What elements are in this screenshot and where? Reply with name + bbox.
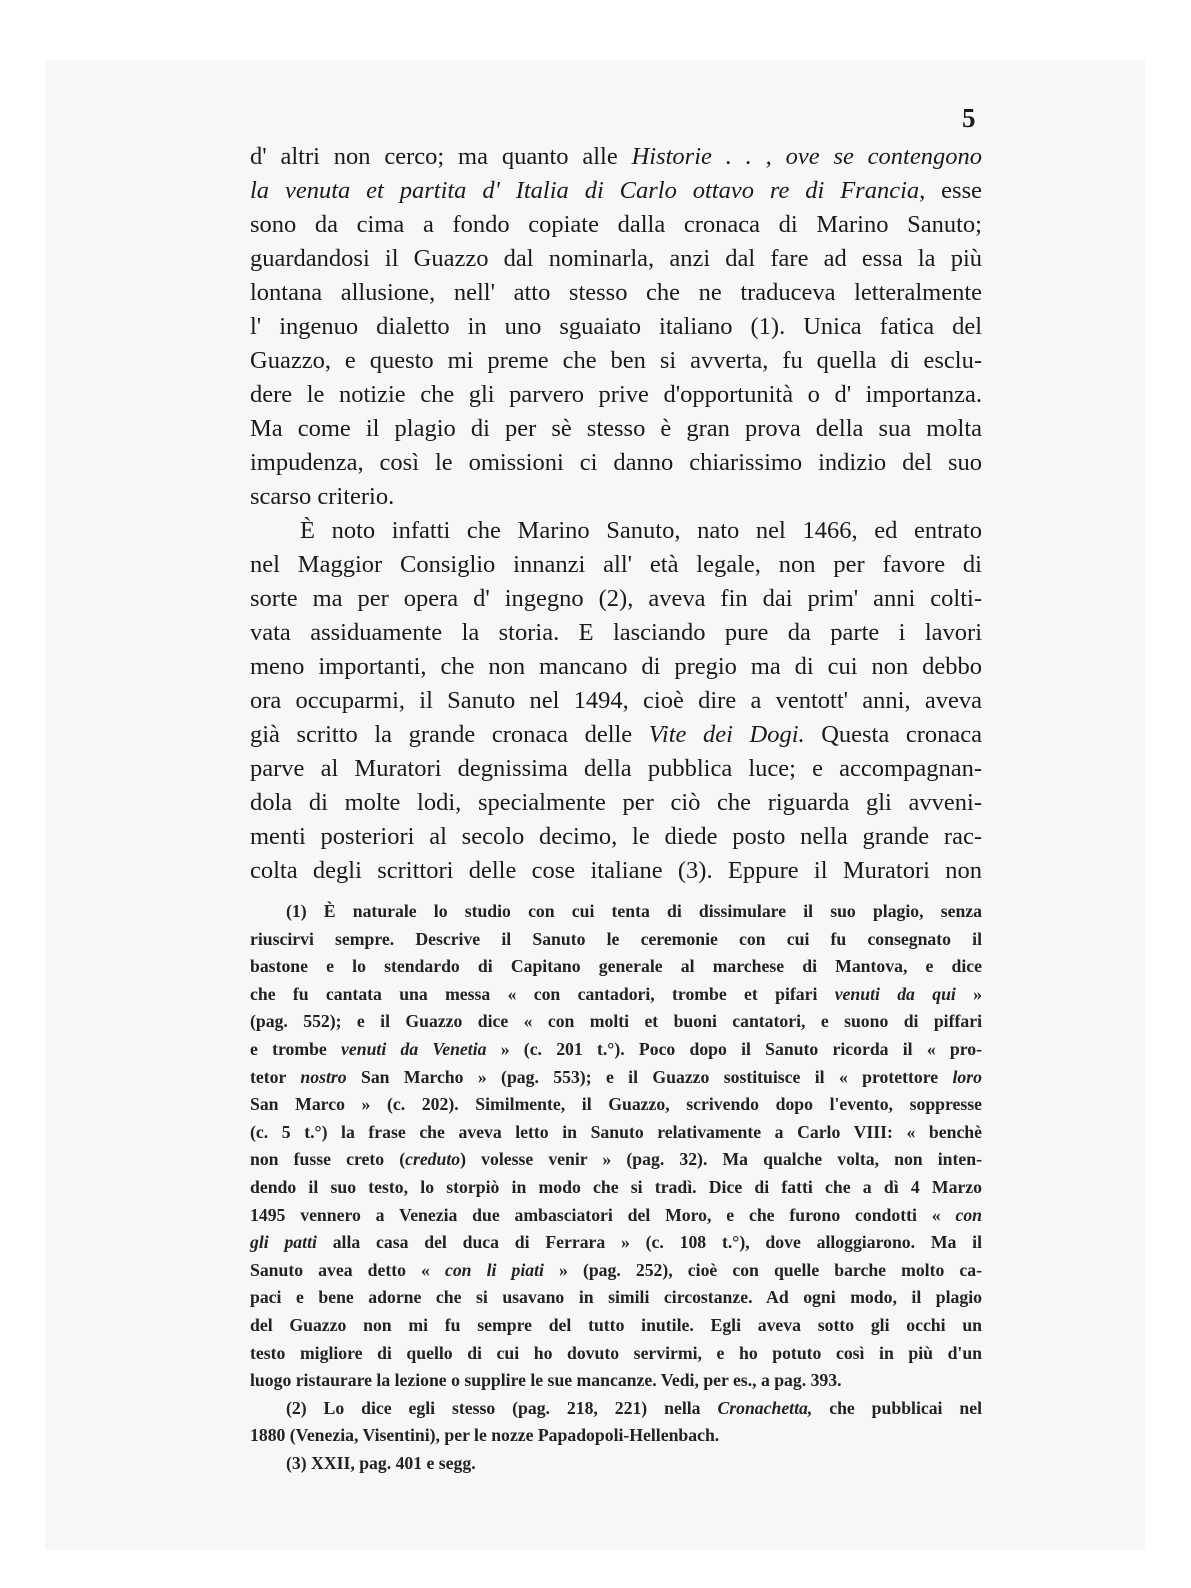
footnote-2 — [250, 1395, 982, 1450]
text-line: Guazzo, e questo mi preme che ben si avverta, fu quella di esclu- — [250, 347, 982, 374]
footnote-1 — [250, 898, 982, 1395]
text-line: lontana allusione, nell' atto stesso che ne traduceva letteralmente — [250, 279, 982, 306]
text-line: dere le notizie che gli parvero prive d'opportunità o d' importanza. — [250, 381, 982, 408]
footnote-line: tetor nostro San Marcho » (pag. 553); e il Guazzo sostituisce il « protettore loro — [250, 1066, 982, 1087]
text-line: sorte ma per opera d' ingegno (2), aveva fin dai prim' anni colti- — [250, 585, 982, 612]
text-line: menti posteriori al secolo decimo, le diede posto nella grande rac- — [250, 823, 982, 850]
text-line: meno importanti, che non mancano di pregio ma di cui non debbo — [250, 653, 982, 680]
text-line: parve al Muratori degnissima della pubblica luce; e accompagnan- — [250, 755, 982, 782]
text-line: È noto infatti che Marino Sanuto, nato nel 1466, ed entrato — [300, 517, 982, 544]
paragraph-1 — [250, 140, 982, 514]
footnote-line: e trombe venuti da Venetia » (c. 201 t.°). Poco dopo il Sanuto ricorda il « pro- — [250, 1038, 983, 1059]
footnote-line: Sanuto avea detto « con li piati » (pag. 252), cioè con quelle barche molto ca- — [250, 1259, 982, 1280]
text-line: guardandosi il Guazzo dal nominarla, anzi dal fare ad essa la più — [250, 245, 982, 272]
text-line: dola di molte lodi, specialmente per ciò che riguarda gli avveni- — [250, 789, 982, 816]
footnote-3 — [250, 1450, 982, 1478]
main-text — [250, 140, 982, 888]
text-line: scarso criterio. — [250, 483, 395, 510]
footnote-line: riuscirvi sempre. Descrive il Sanuto le ceremonie con cui fu consegnato il — [250, 928, 982, 949]
footnote-line: del Guazzo non mi fu sempre del tutto inutile. Egli aveva sotto gli occhi un — [250, 1314, 982, 1335]
text-line: impudenza, così le omissioni ci danno chiarissimo indizio del suo — [250, 449, 982, 476]
footnote-line: 1495 vennero a Venezia due ambasciatori del Moro, e che furono condotti « con — [250, 1204, 982, 1225]
footnote-line: bastone e lo stendardo di Capitano generale al marchese di Mantova, e dice — [250, 956, 982, 977]
page-number: 5 — [962, 103, 976, 133]
footnote-line: 1880 (Venezia, Visentini), per le nozze Papadopoli-Hellenbach. — [250, 1425, 720, 1446]
footnote-line: gli patti alla casa del duca di Ferrara » (c. 108 t.°), dove alloggiarono. Ma il — [250, 1232, 982, 1253]
footnote-line: (1) È naturale lo studio con cui tenta di dissimulare il suo plagio, senza — [286, 901, 982, 921]
footnote-line: paci e bene adorne che si usavano in simili circostanze. Ad ogni modo, il plagio — [250, 1287, 982, 1308]
footnote-line: che fu cantata una messa « con cantadori, trombe et pifari venuti da qui » — [250, 983, 982, 1004]
footnote-line: (pag. 552); e il Guazzo dice « con molti et buoni cantatori, e suono di piffari — [250, 1011, 982, 1032]
footnote-line: non fusse creto (creduto) volesse venir » (pag. 32). Ma qualche volta, non inten- — [250, 1149, 982, 1170]
footnote-line: luogo ristaurare la lezione o supplire le sue mancanze. Vedi, per es., a pag. 393. — [250, 1370, 842, 1391]
footnote-line: dendo il suo testo, lo storpiò in modo che si tradì. Dice di fatti che a dì 4 Marzo — [250, 1176, 982, 1197]
text-line: già scritto la grande cronaca delle Vite dei Dogi. Questa cronaca — [250, 721, 982, 748]
text-line: l' ingenuo dialetto in uno sguaiato italiano (1). Unica fatica del — [250, 313, 982, 340]
text-line: nel Maggior Consiglio innanzi all' età legale, non per favore di — [250, 551, 982, 578]
footnote-line: San Marco » (c. 202). Similmente, il Guazzo, scrivendo dopo l'evento, soppresse — [250, 1094, 982, 1115]
text-line: Ma come il plagio di per sè stesso è gran prova della sua molta — [250, 415, 982, 442]
text-line: ora occuparmi, il Sanuto nel 1494, cioè dire a ventott' anni, aveva — [250, 687, 982, 714]
paragraph-2 — [250, 514, 982, 888]
footnote-line: (c. 5 t.°) la frase che aveva letto in Sanuto relativamente a Carlo VIII: « benchè — [250, 1121, 982, 1142]
text-line: colta degli scrittori delle cose italiane (3). Eppure il Muratori non — [250, 857, 982, 884]
text-line: la venuta et partita d' Italia di Carlo ottavo re di Francia, esse — [250, 177, 982, 204]
footnotes — [250, 898, 982, 1477]
text-line: d' altri non cerco; ma quanto alle Historie . . , ove se contengono — [250, 143, 982, 170]
text-line: vata assiduamente la storia. E lasciando pure da parte i lavori — [250, 619, 982, 646]
text-line: sono da cima a fondo copiate dalla cronaca di Marino Sanuto; — [250, 211, 982, 238]
footnote-line: (2) Lo dice egli stesso (pag. 218, 221) nella Cronachetta, che pubblicai nel — [286, 1397, 982, 1418]
footnote-line: testo migliore di quello di cui ho dovuto servirmi, e ho potuto così in più d'un — [250, 1342, 982, 1363]
footnote-line: (3) XXII, pag. 401 e segg. — [286, 1452, 476, 1473]
